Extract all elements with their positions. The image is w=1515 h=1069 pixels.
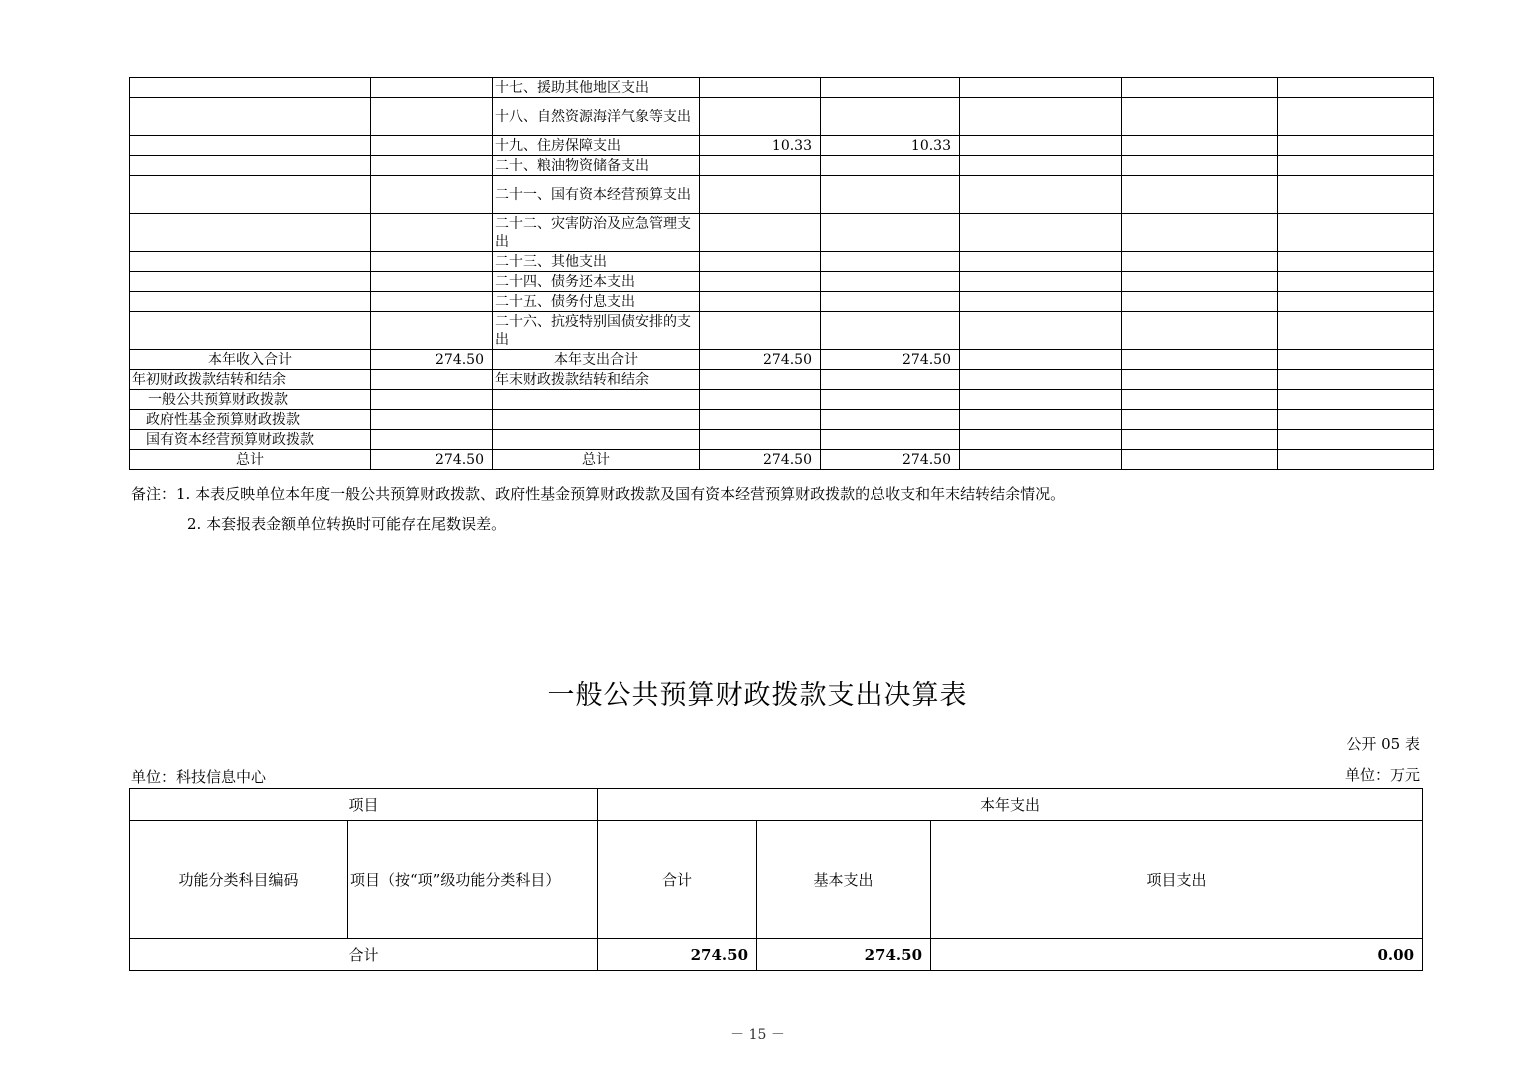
header-code: 功能分类科目编码 xyxy=(130,821,348,939)
table-cell xyxy=(1122,450,1278,470)
table-cell xyxy=(700,176,821,214)
table-cell xyxy=(821,272,960,292)
table-row xyxy=(130,312,1434,350)
total-value: 274.50 xyxy=(598,939,757,971)
table-cell xyxy=(960,430,1122,450)
table-cell xyxy=(371,430,493,450)
unit-organization: 单位：科技信息中心 xyxy=(131,768,267,786)
table-cell xyxy=(1278,390,1434,410)
table-cell xyxy=(700,156,821,176)
project-value: 0.00 xyxy=(931,939,1423,971)
table-cell: 274.50 xyxy=(371,450,493,470)
table-cell xyxy=(821,78,960,98)
table-row xyxy=(130,430,1434,450)
table-cell xyxy=(960,176,1122,214)
table-cell xyxy=(821,410,960,430)
table-cell: 10.33 xyxy=(821,136,960,156)
table-cell xyxy=(1122,430,1278,450)
table-cell xyxy=(960,390,1122,410)
table-header-row xyxy=(130,789,1423,821)
table-cell xyxy=(130,156,371,176)
table-cell: 国有资本经营预算财政拨款 xyxy=(130,430,371,450)
table-cell xyxy=(1278,156,1434,176)
table-cell: 10.33 xyxy=(700,136,821,156)
header-project-expense: 项目支出 xyxy=(931,821,1423,939)
table-cell xyxy=(371,370,493,390)
table-cell xyxy=(700,292,821,312)
table-cell xyxy=(821,430,960,450)
table-cell: 274.50 xyxy=(371,350,493,370)
table-cell xyxy=(1122,78,1278,98)
table-cell xyxy=(130,78,371,98)
table-cell xyxy=(960,78,1122,98)
table-cell: 二十六、抗疫特别国债安排的支出 xyxy=(493,312,700,350)
table-cell: 274.50 xyxy=(821,450,960,470)
table-cell xyxy=(960,156,1122,176)
table-row xyxy=(130,156,1434,176)
table-cell xyxy=(1122,156,1278,176)
table-cell: 274.50 xyxy=(821,350,960,370)
table-cell xyxy=(371,252,493,272)
header-item: 项目（按“项”级功能分类科目） xyxy=(348,821,598,939)
table-cell: 十八、自然资源海洋气象等支出 xyxy=(493,98,700,136)
upper-table xyxy=(129,77,1434,470)
table-cell xyxy=(1122,272,1278,292)
table-cell xyxy=(960,98,1122,136)
table-cell: 十七、援助其他地区支出 xyxy=(493,78,700,98)
table-cell xyxy=(700,78,821,98)
table-cell xyxy=(1122,370,1278,390)
table-cell xyxy=(821,176,960,214)
table-cell xyxy=(1122,312,1278,350)
table-cell xyxy=(821,156,960,176)
table-cell xyxy=(371,312,493,350)
table-cell xyxy=(493,430,700,450)
table-cell: 十九、住房保障支出 xyxy=(493,136,700,156)
table-cell xyxy=(700,272,821,292)
table-cell xyxy=(130,272,371,292)
table-cell xyxy=(960,292,1122,312)
table-cell xyxy=(371,78,493,98)
table-row xyxy=(130,370,1434,390)
table-cell: 274.50 xyxy=(700,350,821,370)
table-cell xyxy=(1278,176,1434,214)
table-cell xyxy=(493,390,700,410)
table-cell: 二十二、灾害防治及应急管理支出 xyxy=(493,214,700,252)
table-cell xyxy=(1278,252,1434,272)
table-cell xyxy=(960,136,1122,156)
table-row xyxy=(130,272,1434,292)
total-label: 合计 xyxy=(130,939,598,971)
table-cell xyxy=(960,370,1122,390)
table-cell xyxy=(371,156,493,176)
table-cell xyxy=(960,350,1122,370)
table-cell: 二十五、债务付息支出 xyxy=(493,292,700,312)
table-cell: 年末财政拨款结转和结余 xyxy=(493,370,700,390)
table-cell xyxy=(700,430,821,450)
table-row xyxy=(130,78,1434,98)
table-row xyxy=(130,176,1434,214)
table-cell xyxy=(1278,370,1434,390)
table-cell xyxy=(493,410,700,430)
table-cell xyxy=(1278,272,1434,292)
header-project: 项目 xyxy=(130,789,598,821)
table-cell xyxy=(700,312,821,350)
table-cell xyxy=(371,214,493,252)
table-row xyxy=(130,214,1434,252)
table-cell xyxy=(1278,410,1434,430)
table-cell: 总计 xyxy=(130,450,371,470)
table-cell: 一般公共预算财政拨款 xyxy=(130,390,371,410)
table-row xyxy=(130,390,1434,410)
table-cell xyxy=(1122,252,1278,272)
table-cell xyxy=(1278,136,1434,156)
table-cell xyxy=(1278,292,1434,312)
table-cell xyxy=(371,272,493,292)
table-cell xyxy=(700,410,821,430)
table-cell xyxy=(821,312,960,350)
table-cell xyxy=(371,98,493,136)
table-row xyxy=(130,939,1423,971)
table-cell xyxy=(1122,350,1278,370)
table-cell xyxy=(960,312,1122,350)
table-cell xyxy=(371,176,493,214)
table-cell xyxy=(130,252,371,272)
table-row xyxy=(130,98,1434,136)
table-cell xyxy=(821,98,960,136)
table-cell xyxy=(1122,136,1278,156)
table-cell xyxy=(1278,78,1434,98)
note-line-2: 2. 本套报表金额单位转换时可能存在尾数误差。 xyxy=(187,515,507,533)
table-cell xyxy=(1278,214,1434,252)
table-cell xyxy=(1278,98,1434,136)
table-header-row xyxy=(130,821,1423,939)
table-cell xyxy=(371,410,493,430)
table-cell: 本年收入合计 xyxy=(130,350,371,370)
header-total: 合计 xyxy=(598,821,757,939)
table-row xyxy=(130,410,1434,430)
table-cell xyxy=(700,252,821,272)
table-cell xyxy=(700,370,821,390)
table-row xyxy=(130,350,1434,370)
table-cell: 政府性基金预算财政拨款 xyxy=(130,410,371,430)
table-cell xyxy=(821,390,960,410)
table-cell xyxy=(960,450,1122,470)
table-cell xyxy=(371,136,493,156)
table-cell xyxy=(1122,176,1278,214)
table-cell xyxy=(821,252,960,272)
table-row xyxy=(130,252,1434,272)
expenditure-table xyxy=(129,788,1423,971)
table-cell xyxy=(700,98,821,136)
table-cell: 总计 xyxy=(493,450,700,470)
table-cell xyxy=(130,98,371,136)
table-cell: 二十一、国有资本经营预算支出 xyxy=(493,176,700,214)
table-cell xyxy=(1278,312,1434,350)
table-cell xyxy=(960,214,1122,252)
table-cell: 本年支出合计 xyxy=(493,350,700,370)
table-cell xyxy=(371,390,493,410)
table-row xyxy=(130,292,1434,312)
table-row xyxy=(130,450,1434,470)
basic-value: 274.50 xyxy=(757,939,931,971)
table-cell: 二十四、债务还本支出 xyxy=(493,272,700,292)
table-cell xyxy=(960,252,1122,272)
header-basic: 基本支出 xyxy=(757,821,931,939)
page-title: 一般公共预算财政拨款支出决算表 xyxy=(547,680,968,711)
table-cell xyxy=(371,292,493,312)
table-cell: 274.50 xyxy=(700,450,821,470)
table-row xyxy=(130,136,1434,156)
note-line-1: 备注：1. 本表反映单位本年度一般公共预算财政拨款、政府性基金预算财政拨款及国有资本经营预算财政拨款的总收支和年末结转结余情况。 xyxy=(131,485,1066,503)
table-cell xyxy=(821,370,960,390)
table-cell xyxy=(1122,292,1278,312)
table-cell xyxy=(1122,214,1278,252)
table-cell xyxy=(130,292,371,312)
table-cell xyxy=(1122,98,1278,136)
table-cell: 二十、粮油物资储备支出 xyxy=(493,156,700,176)
table-cell xyxy=(1122,410,1278,430)
table-cell xyxy=(1122,390,1278,410)
table-cell xyxy=(700,390,821,410)
table-cell xyxy=(1278,430,1434,450)
table-cell xyxy=(130,176,371,214)
table-cell xyxy=(1278,350,1434,370)
table-cell xyxy=(960,272,1122,292)
table-cell xyxy=(130,136,371,156)
unit-currency: 单位：万元 xyxy=(1344,766,1420,784)
table-cell: 年初财政拨款结转和结余 xyxy=(130,370,371,390)
page-number: － 15 － xyxy=(730,1027,785,1043)
table-cell xyxy=(130,312,371,350)
table-cell xyxy=(130,214,371,252)
header-this-year: 本年支出 xyxy=(598,789,1423,821)
table-cell xyxy=(821,292,960,312)
table-cell xyxy=(1278,450,1434,470)
table-number: 公开 05 表 xyxy=(1346,735,1420,753)
table-cell xyxy=(821,214,960,252)
table-cell xyxy=(960,410,1122,430)
table-cell xyxy=(700,214,821,252)
table-cell: 二十三、其他支出 xyxy=(493,252,700,272)
